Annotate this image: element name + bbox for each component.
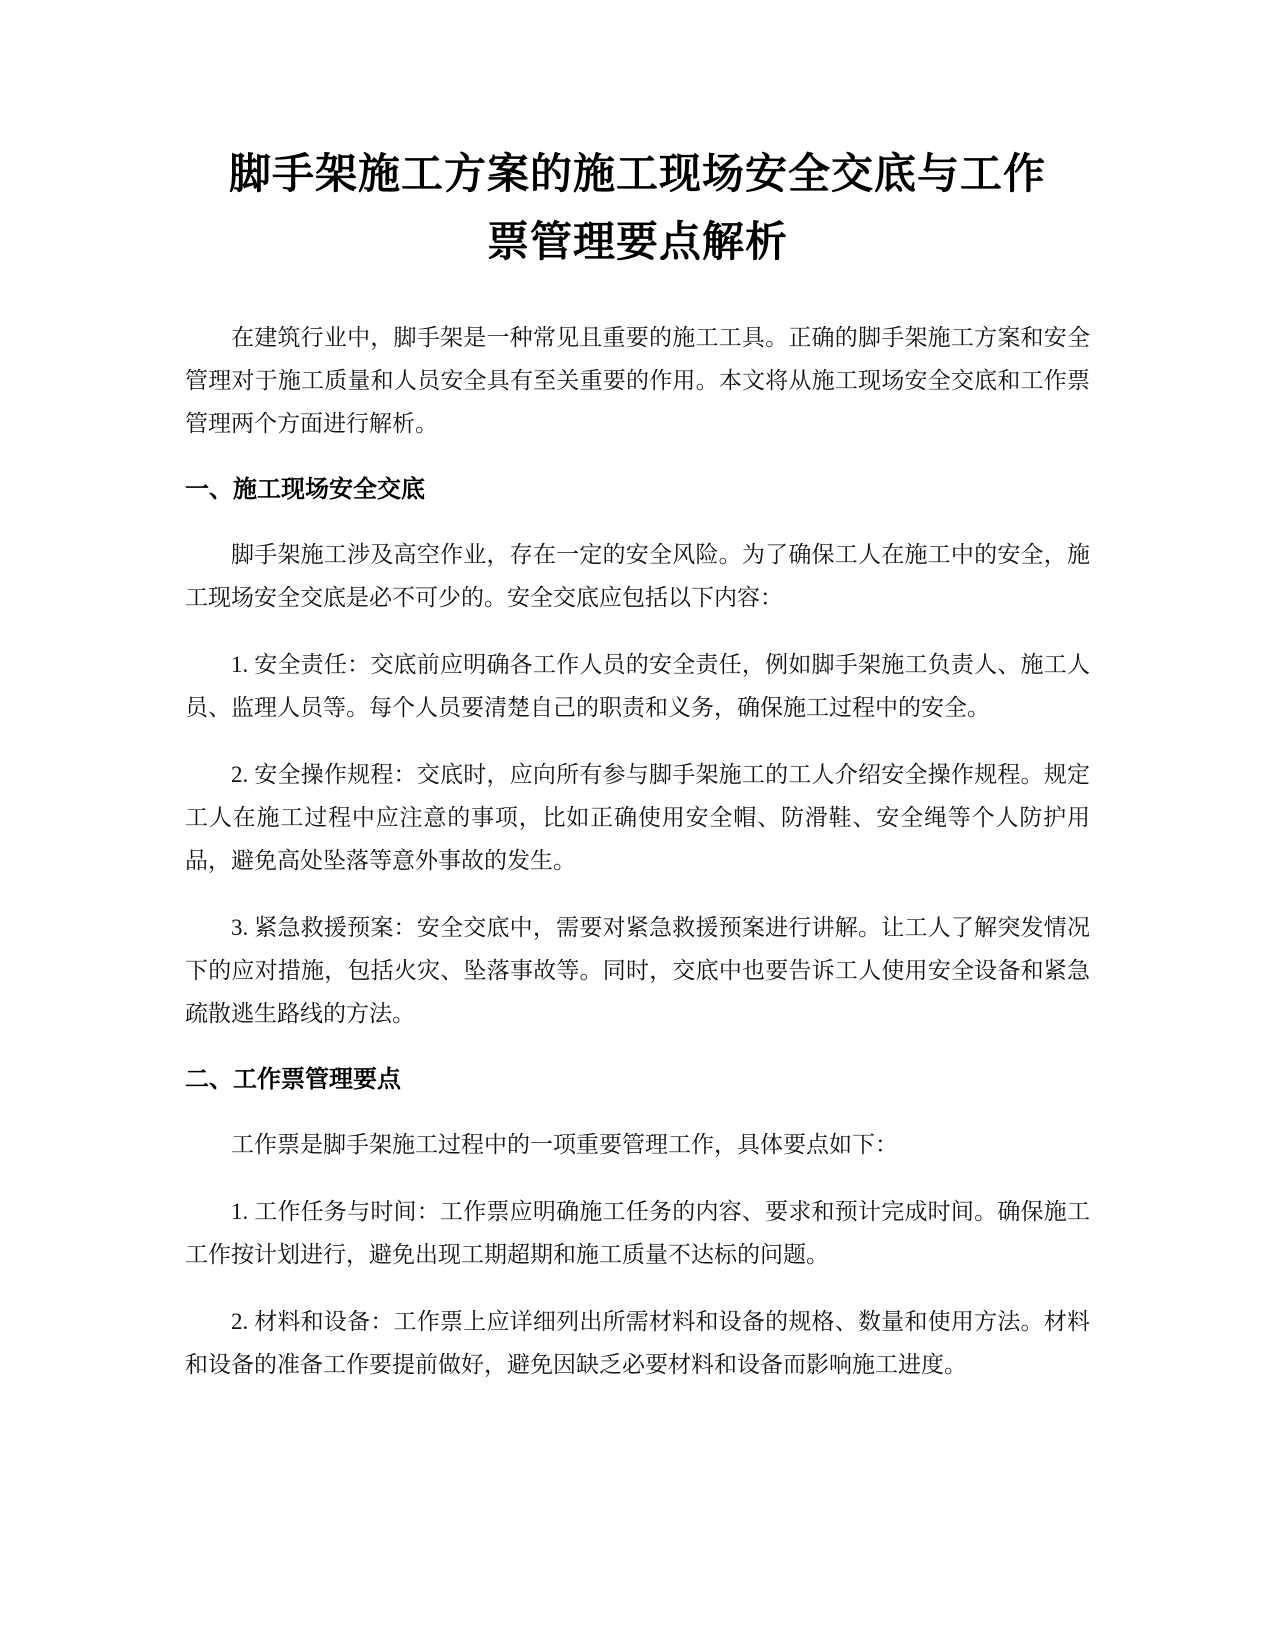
document-page <box>185 140 1090 1410</box>
section-1-heading: 一、施工现场安全交底 <box>185 475 425 503</box>
section-2-intro: 工作票是脚手架施工过程中的一项重要管理工作，具体要点如下： <box>231 1132 898 1157</box>
title-line-1: 脚手架施工方案的施工现场安全交底与工作 <box>228 149 1046 198</box>
intro-paragraph: 在建筑行业中，脚手架是一种常见且重要的施工工具。正确的脚手架施工方案和安全管理对于施工质量和人员安全具有至关重要的作用。本文将从施工现场安全交底和工作票管理两个方面进行解析。 <box>185 325 1090 436</box>
section-1-intro: 脚手架施工涉及高空作业，存在一定的安全风险。为了确保工人在施工中的安全，施工现场安全交底是必不可少的。安全交底应包括以下内容： <box>185 542 1090 610</box>
section-2-heading: 二、工作票管理要点 <box>185 1065 401 1093</box>
section-2-item-2: 2. 材料和设备：工作票上应详细列出所需材料和设备的规格、数量和使用方法。材料和设备的准备工作要提前做好，避免因缺乏必要材料和设备而影响施工进度。 <box>185 1309 1090 1377</box>
section-1-item-1: 1. 安全责任：交底前应明确各工作人员的安全责任，例如脚手架施工负责人、施工人员、监理人员等。每个人员要清楚自己的职责和义务，确保施工过程中的安全。 <box>185 652 1090 720</box>
section-1-item-3: 3. 紧急救援预案：安全交底中，需要对紧急救援预案进行讲解。让工人了解突发情况下的应对措施，包括火灾、坠落事故等。同时，交底中也要告诉工人使用安全设备和紧急疏散逃生路线的方法。 <box>185 915 1090 1026</box>
section-2-item-1: 1. 工作任务与时间：工作票应明确施工任务的内容、要求和预计完成时间。确保施工工作按计划进行，避免出现工期超期和施工质量不达标的问题。 <box>185 1199 1090 1267</box>
title-line-2: 票管理要点解析 <box>486 217 788 266</box>
section-1-item-2: 2. 安全操作规程：交底时，应向所有参与脚手架施工的工人介绍安全操作规程。规定工人在施工过程中应注意的事项，比如正确使用安全帽、防滑鞋、安全绳等个人防护用品，避免高处坠落等意外事故的发生。 <box>185 762 1090 873</box>
page-title <box>185 140 1090 276</box>
